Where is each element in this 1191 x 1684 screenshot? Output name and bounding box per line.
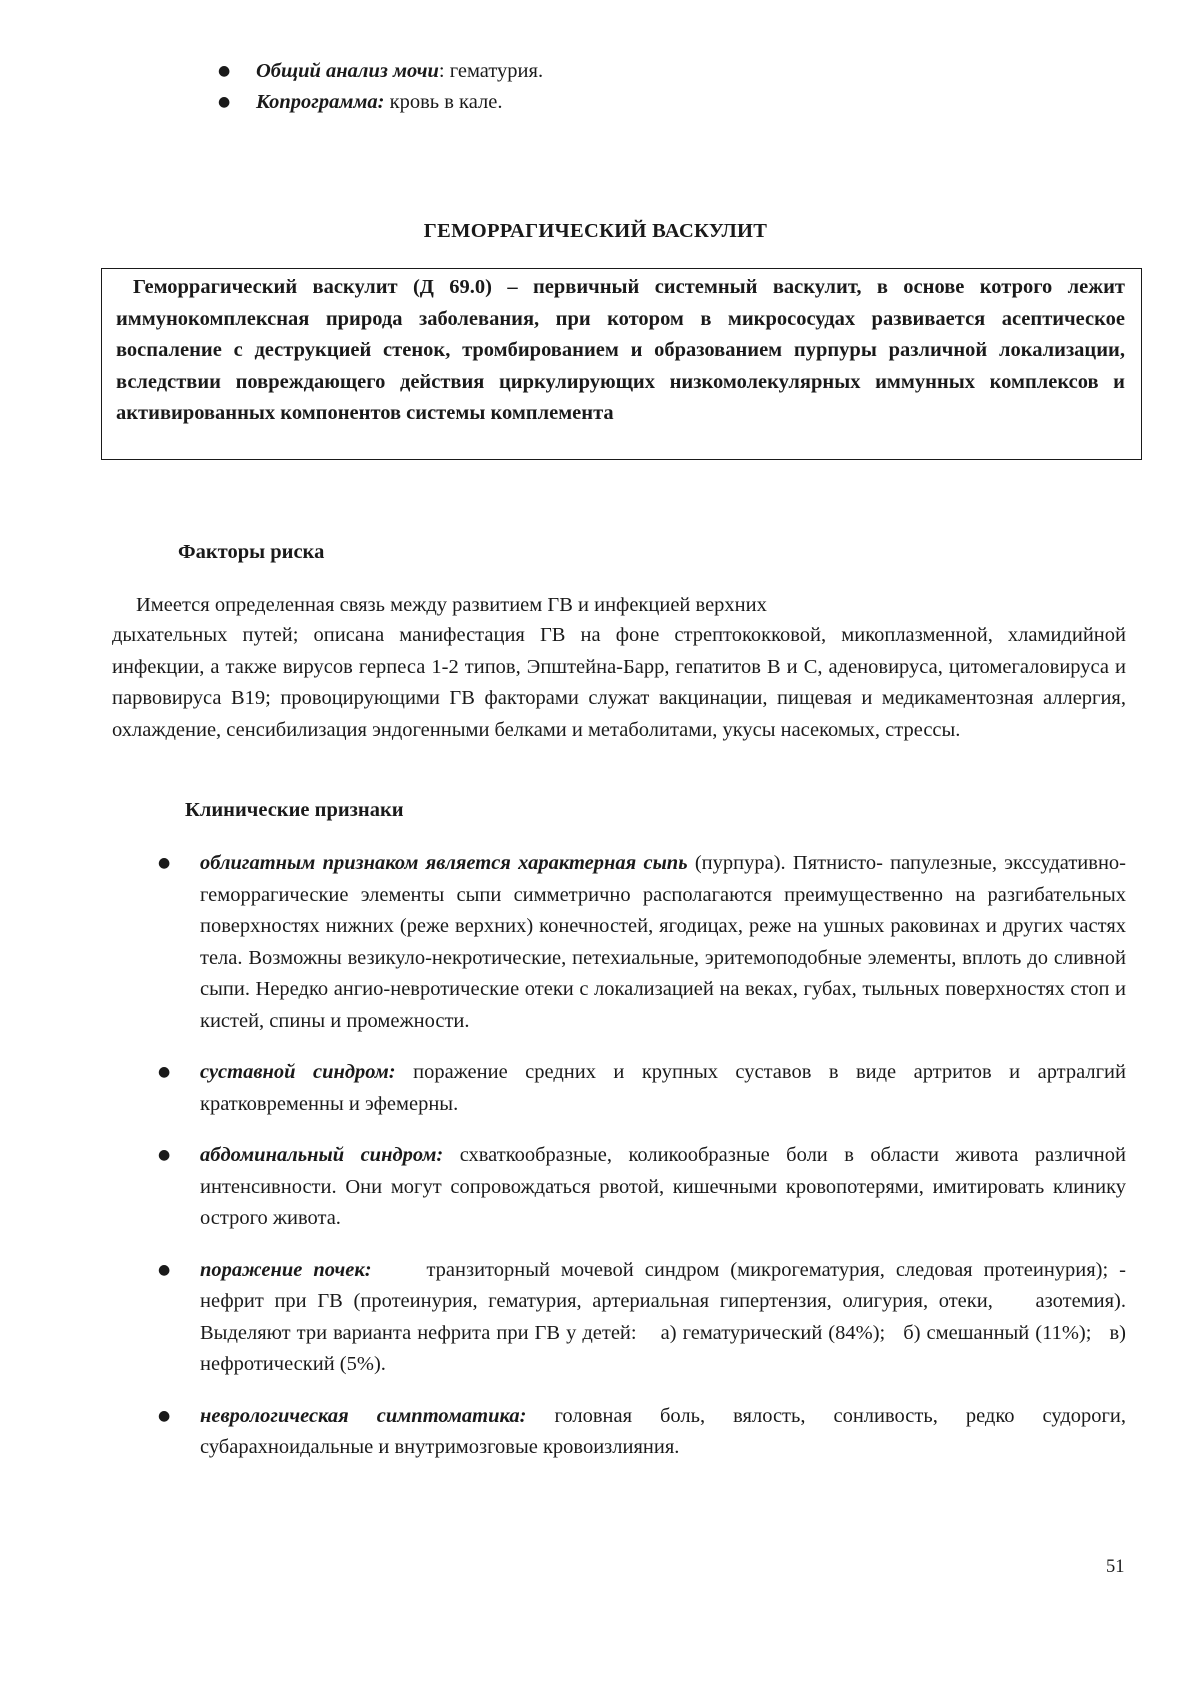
section-title: ГЕМОРРАГИЧЕСКИЙ ВАСКУЛИТ bbox=[423, 220, 768, 242]
bullet-icon: ● bbox=[158, 855, 171, 871]
list-item-text: гематурия. bbox=[444, 60, 544, 82]
list-item-term: Общий анализ мочи bbox=[256, 60, 439, 82]
list-item-sep: : bbox=[438, 60, 445, 82]
definition-text: Геморрагический васкулит (Д 69.0) – первичный системный васкулит, в основе котрого лежит иммунокомплексная природа заболевания, при котором в микрососудах развивается асептическое воспаление с деструкцией стенок, тромбированием и образованием пурпуры различной локализации, вследствии повреждающего действия циркулирующих низкомолекулярных иммунных комплексов и активированных компонентов системы комплемента bbox=[116, 276, 1125, 424]
definition-box bbox=[101, 268, 1142, 460]
risk-heading: Факторы риска bbox=[178, 541, 325, 563]
clinical-item-term: суставной синдром: bbox=[200, 1061, 396, 1083]
risk-first-line: Имеется определенная связь между развитием ГВ и инфекцией верхних bbox=[136, 594, 767, 616]
bullet-icon: ● bbox=[158, 1261, 171, 1278]
list-item bbox=[218, 87, 918, 118]
clinical-item-kidney bbox=[156, 1255, 1142, 1381]
page-number: 51 bbox=[1106, 1557, 1125, 1577]
bullet-icon: ● bbox=[218, 63, 231, 79]
clinical-item-rash bbox=[156, 848, 1126, 1037]
bullet-icon: ● bbox=[158, 1407, 171, 1424]
clinical-item-text: поражение средних и крупных суставов в виде артритов и артралгий кратковременны и эфемерны. bbox=[200, 1061, 1126, 1115]
bullet-icon: ● bbox=[158, 1147, 171, 1163]
clinical-item-term: облигатным признаком является характерная сыпь bbox=[200, 852, 688, 874]
clinical-item-neuro bbox=[156, 1401, 1126, 1464]
bullet-icon: ● bbox=[218, 94, 231, 110]
clinical-item-term: абдоминальный синдром: bbox=[200, 1144, 444, 1166]
clinical-item-text: головная боль, вялость, сонливость, редко судороги, субарахноидальные и внутримозговые кровоизлияния. bbox=[200, 1404, 1127, 1458]
list-item-term: Копрограмма: bbox=[256, 91, 385, 113]
clinical-list bbox=[156, 848, 1142, 1484]
bullet-icon: ● bbox=[158, 1064, 171, 1080]
clinical-item-term: поражение почек: bbox=[200, 1258, 372, 1281]
clinical-item-abdominal bbox=[156, 1140, 1126, 1235]
risk-paragraph: дыхательных путей; описана манифестация ГВ на фоне стрептококковой, микоплазменной, хламидийной инфекции, а также вирусов герпеса 1-2 типов, Эпштейна-Барр, гепатитов В и С, аденовируса, цитомегаловируса и парвовируса В19; провоцирующими ГВ факторами служат вакцинации, пищевая и медикаментозная аллергия, охлаждение, сенсибилизация эндогенными белками и метаболитами, укусы насекомых, стрессы. bbox=[112, 624, 1126, 741]
clinical-heading: Клинические признаки bbox=[185, 799, 404, 821]
clinical-item-text: транзиторный мочевой синдром (микрогематурия, следовая протеинурия); - нефрит при ГВ (протеинурия, гематурия, артериальная гипертензия, олигурия, отеки, азотемия). Выделяют три варианта нефрита при ГВ у детей: а) гематурический (84%); б) смешанный (11%); в) нефротический (5%). bbox=[200, 1258, 1142, 1375]
clinical-item-text: схваткообразные, коликообразные боли в области живота различной интенсивности. Они могут сопровождаться рвотой, кишечными кровопотерями, имитировать клинику острого живота. bbox=[200, 1144, 1126, 1229]
clinical-item-text: (пурпура). Пятнисто- папулезные, экссудативно-геморрагические элементы сыпи симметрично располагаются преимущественно на разгибательных поверхностях нижних (реже верхних) конечностей, ягодицах, реже на ушных раковинах и других частях тела. Возможны везикуло-некротические, петехиальные, эритемоподобные элементы, вплоть до сливной сыпи. Нередко ангио-невротические отеки с локализацией на веках, губах, тыльных поверхностях стоп и кистей, спины и промежности. bbox=[200, 852, 1126, 1032]
top-list bbox=[218, 56, 918, 118]
clinical-item-term: неврологическая симптоматика: bbox=[200, 1404, 527, 1427]
clinical-item-joint bbox=[156, 1057, 1126, 1120]
list-item-text: кровь в кале. bbox=[384, 91, 503, 113]
list-item bbox=[218, 56, 918, 87]
